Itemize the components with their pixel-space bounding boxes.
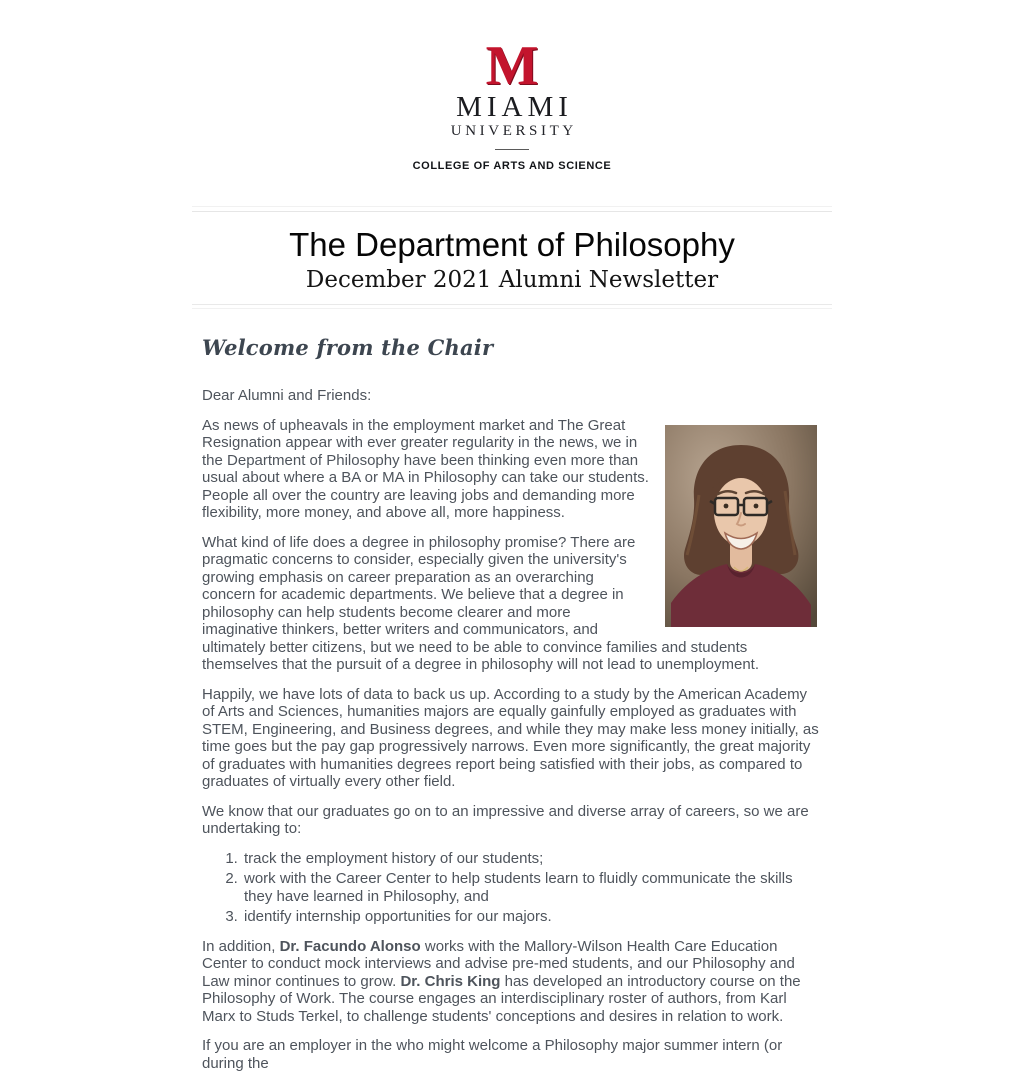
text-segment: In addition, — [202, 937, 280, 955]
faculty-name-chris-king: Dr. Chris King — [400, 972, 501, 990]
paragraph-data-to-back-us-up: Happily, we have lots of data to back us up. According to a study by the American Academy of Arts and Sciences, humanities majors are equally gainfully employed as graduates with STEM, Engineering, and Business degrees, and while they may make less money initially, as time goes but the pay gap progressively narrows. Even more significantly, the great majority of graduates with humanities degrees report being satisfied with their jobs, as compared to graduates of virtually every other field. — [202, 685, 819, 791]
paragraph-what-kind-of-life: What kind of life does a degree in philosophy promise? There are pragmatic concerns to consider, especially given the university's growing emphasis on career preparation as an overarching concern for academic departments. We believe that a degree in philosophy can help students become clearer and more imaginative thinkers, better writers and communicators, and ultimately better citizens, but we need to be able to convince families and students themselves that the pursuit of a degree in philosophy will not lead to unemployment. — [202, 533, 759, 674]
section-heading: Welcome from the Chair — [202, 335, 494, 361]
letter-body — [192, 336, 832, 1072]
list-item: 1. track the employment history of our students; — [242, 850, 822, 868]
text-segment: has developed an introductory course on the Philosophy of Work. The course engages an interdisciplinary roster of authors, from Karl Marx to Studs Terkel, to challenge students' conceptions and desires in relation to work. — [202, 972, 801, 1025]
initiatives-list — [202, 850, 822, 926]
list-item: 2. work with the Career Center to help students learn to fluidly communicate the skills they have learned in Philosophy, and — [242, 870, 822, 905]
chair-portrait-illustration — [665, 425, 817, 627]
logo-wordmark-university: UNIVERSITY — [450, 123, 577, 140]
newsletter-title-block — [192, 212, 832, 305]
logo-divider — [495, 149, 529, 150]
list-item: 3. identify internship opportunities for our majors. — [242, 908, 822, 926]
divider-bottom — [192, 304, 832, 309]
salutation: Dear Alumni and Friends: — [202, 387, 372, 405]
university-masthead — [192, 0, 832, 172]
page-subtitle: December 2021 Alumni Newsletter — [305, 266, 719, 293]
paragraph-employer-cutoff: If you are an employer in the who might welcome a Philosophy major summer intern (or during the — [202, 1037, 783, 1072]
paragraph-upheavals: As news of upheavals in the employment market and The Great Resignation appear with ever greater regularity in the news, we in the Department of Philosophy have been thinking even more than usual about where a BA or MA in Philosophy can take our students. People all over the country are leaving jobs and demanding more flexibility, more money, and above all, more happiness. — [202, 416, 649, 522]
paragraph-faculty-initiatives — [202, 938, 822, 1026]
college-name: COLLEGE OF ARTS AND SCIENCE — [412, 159, 612, 172]
paragraph-undertaking: We know that our graduates go on to an impressive and diverse array of careers, so we are undertaking to: — [202, 802, 809, 838]
text-segment: works with the Mallory-Wilson Health Care Education Center to conduct mock interviews and advise pre-med students, and our Philosophy and Law minor continues to grow. — [202, 937, 795, 990]
miami-m-logo-icon: M — [485, 35, 539, 97]
faculty-name-facundo-alonso: Dr. Facundo Alonso — [279, 937, 421, 955]
newsletter-email — [192, 0, 832, 1072]
page-title: The Department of Philosophy — [289, 225, 735, 263]
chair-portrait-photo — [665, 425, 817, 627]
logo-wordmark-miami: MIAMI — [456, 91, 573, 124]
